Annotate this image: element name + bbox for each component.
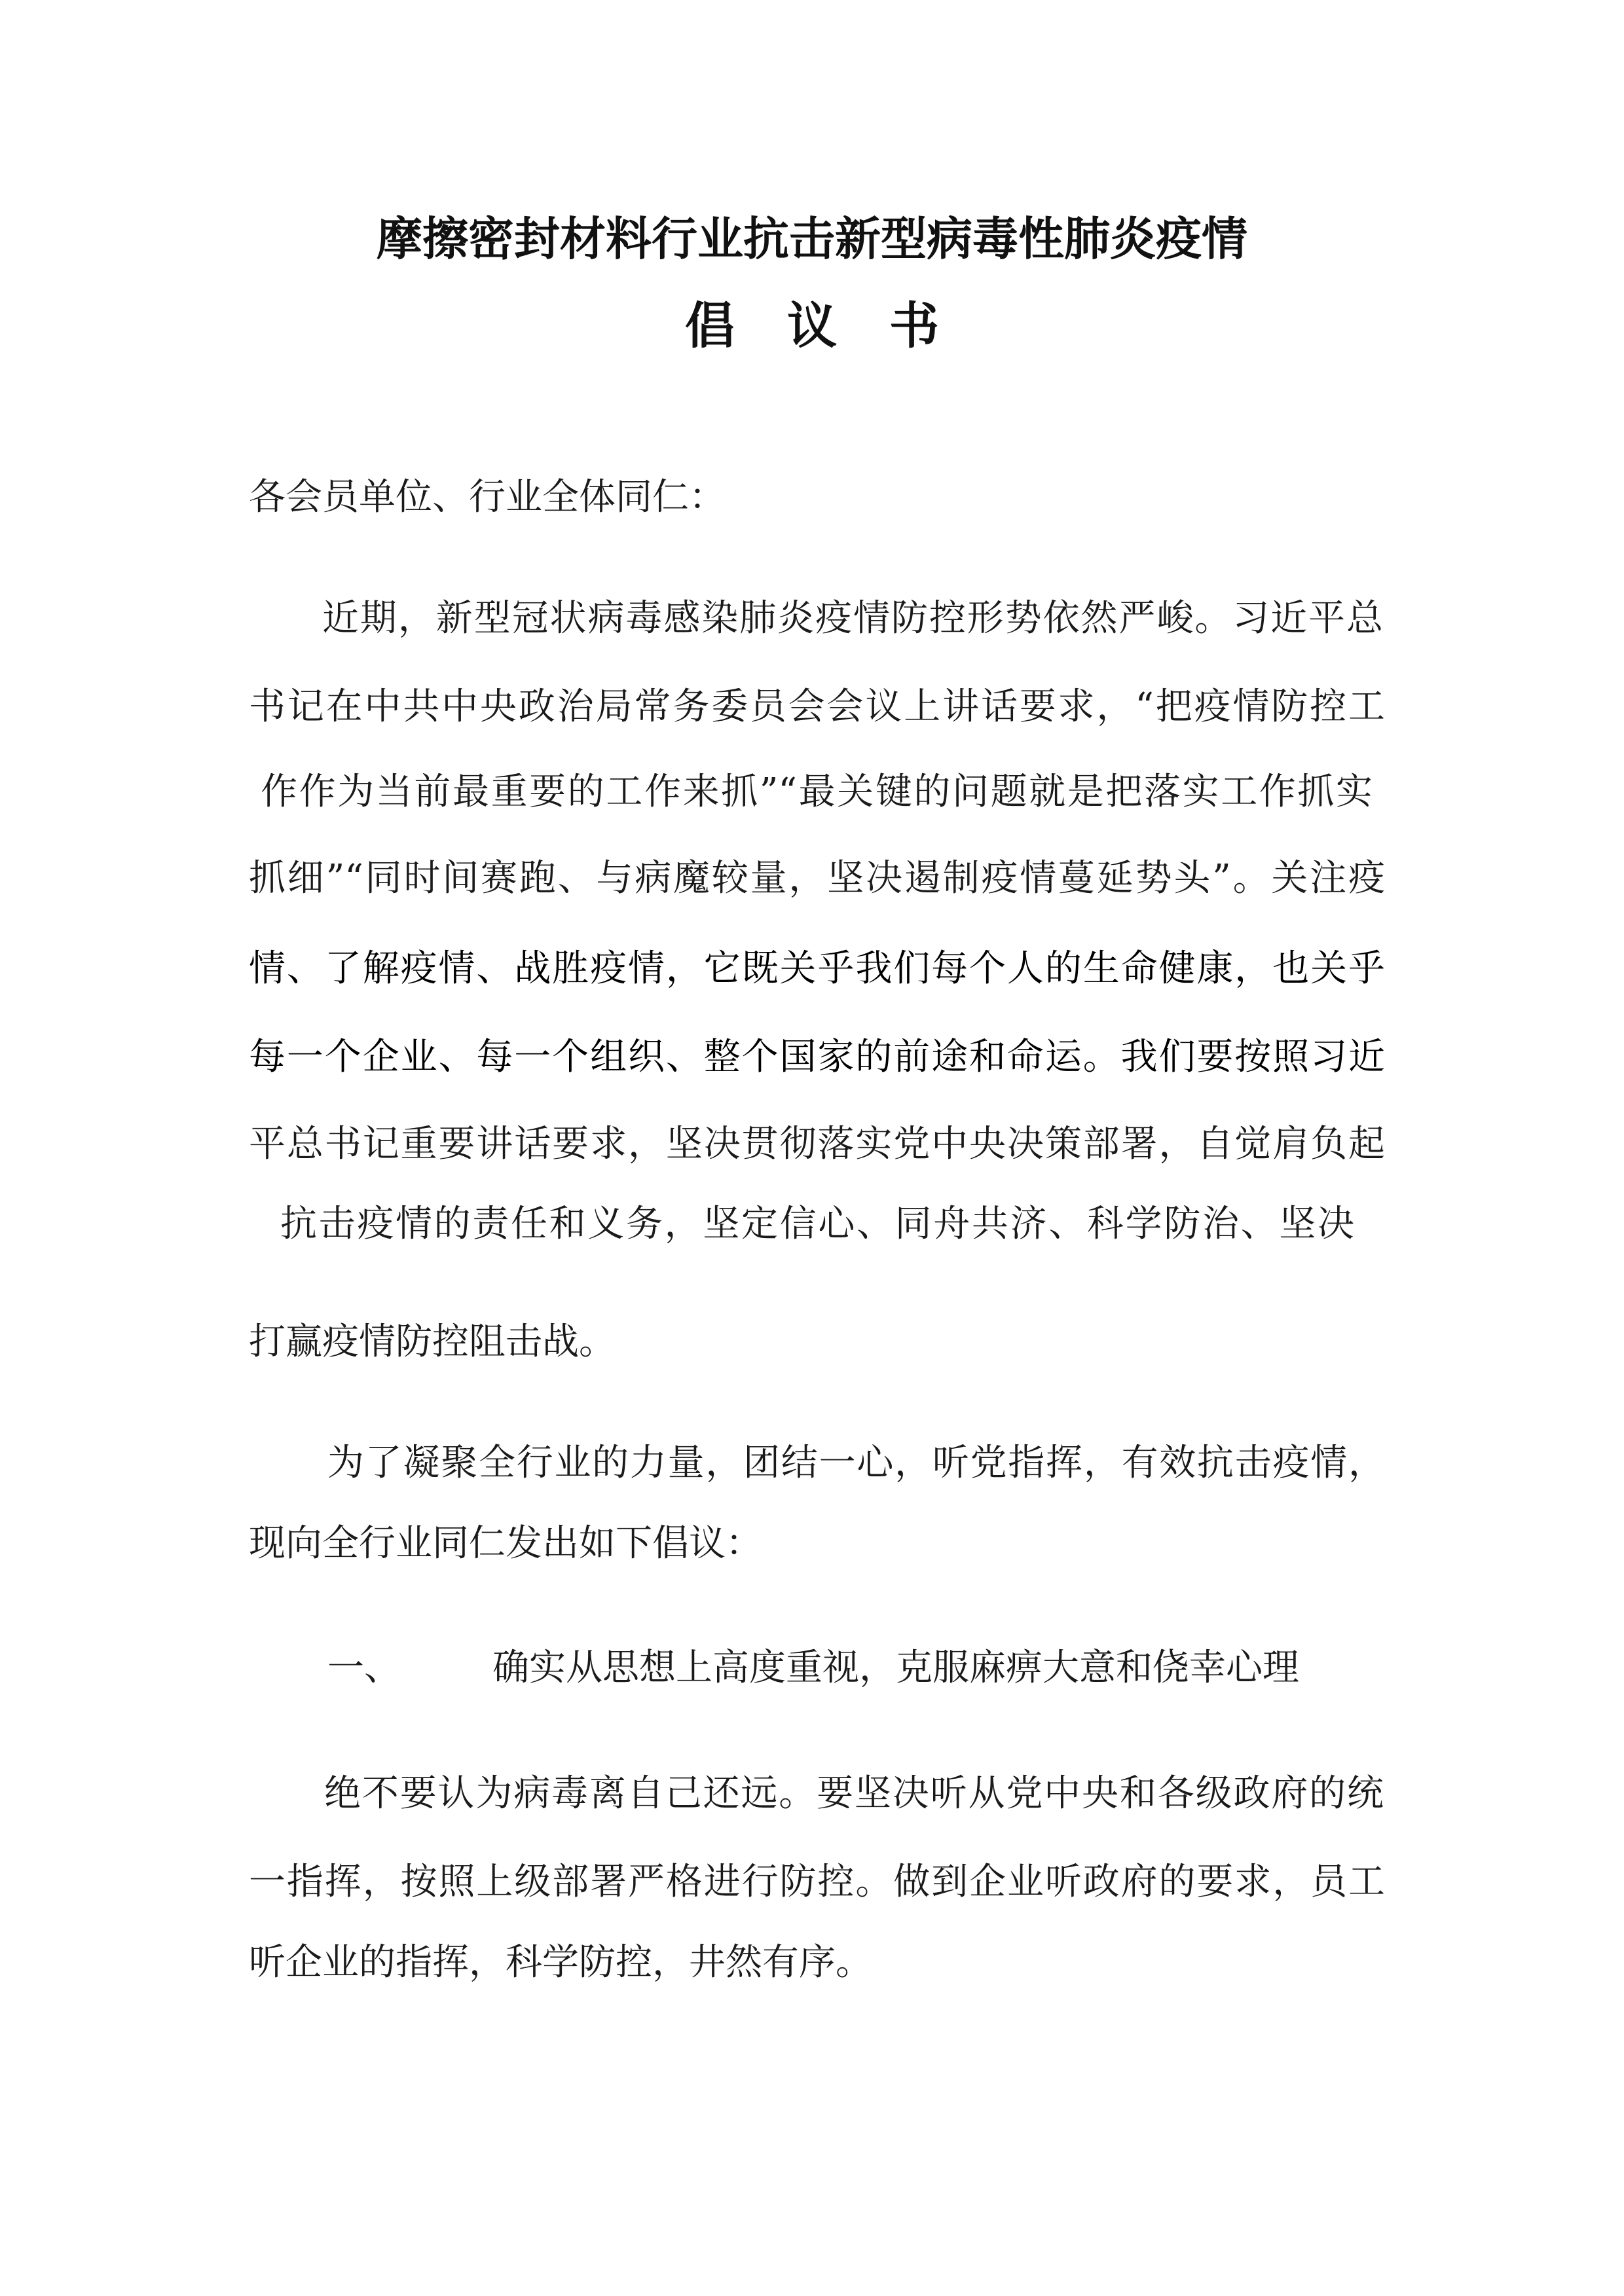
- document-title: 摩擦密封材料行业抗击新型病毒性肺炎疫情: [377, 212, 1247, 266]
- paragraph-line: 情、了解疫情、战胜疫情，它既关乎我们每个人的生命健康，也关乎: [249, 947, 1385, 990]
- document-subtitle: 倡议书: [685, 297, 991, 355]
- paragraph-line: 书记在中共中央政治局常务委员会会议上讲话要求，“把疫情防控工: [249, 685, 1385, 728]
- paragraph-line: 平总书记重要讲话要求，坚决贯彻落实党中央决策部署，自觉肩负起: [249, 1123, 1385, 1165]
- paragraph-line: 抓细”“同时间赛跑、与病魔较量，坚决遏制疫情蔓延势头”。关注疫: [249, 857, 1385, 900]
- paragraph-line: 为了凝聚全行业的力量，团结一心，听党指挥，有效抗击疫情，: [327, 1442, 1385, 1484]
- paragraph-line: 每一个企业、每一个组织、整个国家的前途和命运。我们要按照习近: [249, 1036, 1385, 1078]
- paragraph-line: 现向全行业同仁发出如下倡议：: [249, 1522, 762, 1565]
- paragraph-line: 作作为当前最重要的工作来抓”“最关键的问题就是把落实工作抓实: [261, 771, 1373, 813]
- paragraph-line: 听企业的指挥，科学防控，井然有序。: [249, 1941, 872, 1984]
- item-heading: 确实从思想上高度重视，克服麻痹大意和侥幸心理: [492, 1647, 1299, 1689]
- item-number: 一、: [327, 1647, 401, 1689]
- paragraph-line: 绝不要认为病毒离自己还远。要坚决听从党中央和各级政府的统: [324, 1772, 1384, 1815]
- salutation: 各会员单位、行业全体同仁：: [249, 476, 726, 519]
- paragraph-line: 一指挥，按照上级部署严格进行防控。做到企业听政府的要求，员工: [249, 1861, 1385, 1903]
- paragraph-line: 打赢疫情防控阻击战。: [249, 1321, 616, 1363]
- paragraph-line: 抗击疫情的责任和义务，坚定信心、同舟共济、科学防治、坚决: [280, 1203, 1354, 1245]
- paragraph-line: 近期，新型冠状病毒感染肺炎疫情防控形势依然严峻。习近平总: [322, 597, 1383, 640]
